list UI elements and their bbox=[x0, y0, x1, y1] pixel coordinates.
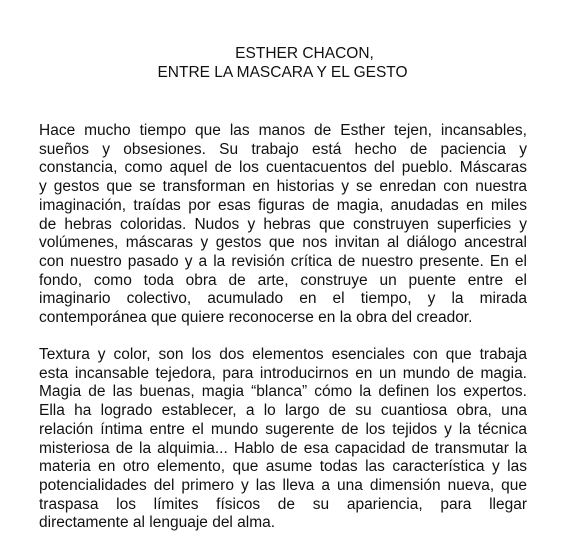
paragraph-line: Ella ha logrado establecer, a lo largo de su cuantiosa obra, una bbox=[39, 402, 527, 420]
paragraph-line: Hace mucho tiempo que las manos de Esther tejen, incansables, bbox=[39, 122, 527, 139]
paragraph-line: directamente al lenguaje del alma. bbox=[39, 514, 276, 532]
paragraph-line: traspasa los límites físicos de su apariencia, para llegar bbox=[39, 495, 527, 513]
paragraph-line: materia en otro elemento, que asume todas las característica y las bbox=[39, 458, 527, 476]
paragraph-line: imaginario colectivo, acumulado en el tiempo, y la mirada bbox=[39, 290, 527, 308]
paragraph-line: contemporánea que quiere reconocerse en la obra del creador. bbox=[39, 309, 473, 327]
paragraph-line: constancia, como aquel de los cuentacuentos del pueblo. Máscaras bbox=[39, 159, 527, 177]
paragraph-line: y gestos que se transforman en historias y se enredan con nuestra bbox=[39, 178, 527, 196]
paragraph-line: potencialidades del primero y las lleva a una dimensión nueva, que bbox=[39, 476, 527, 494]
document-title bbox=[0, 44, 565, 82]
paragraph-line: con nuestro pasado y a la revisión crítica de nuestro presente. En el bbox=[39, 252, 527, 270]
paragraph-line: sueños y obsesiones. Su trabajo está hecho de paciencia y bbox=[39, 140, 527, 158]
paragraph-line: relación íntima entre el mundo sugerente de los tejidos y la técnica bbox=[39, 420, 527, 438]
paragraph-line: Textura y color, son los dos elementos esenciales con que trabaja bbox=[39, 346, 527, 363]
paragraph-1 bbox=[39, 122, 527, 328]
paragraph-line: imaginación, traídas por esas figuras de magia, anudadas en miles bbox=[39, 196, 527, 214]
paragraph-line: Magia de las buenas, magia “blanca” cómo la definen los expertos. bbox=[39, 383, 527, 401]
paragraph-2 bbox=[39, 346, 527, 533]
title-line-1: ESTHER CHACON, bbox=[235, 45, 374, 62]
title-line-2: ENTRE LA MASCARA Y EL GESTO bbox=[157, 64, 408, 81]
paragraph-line: esta incansable tejedora, para introducirnos en un mundo de magia. bbox=[39, 364, 527, 382]
paragraph-line: volúmenes, máscaras y gestos que nos invitan al diálogo ancestral bbox=[39, 234, 527, 252]
paragraph-line: misteriosa de la alquimia... Hablo de esa capacidad de transmutar la bbox=[39, 439, 527, 457]
paragraph-line: fondo, como toda obra de arte, construye un puente entre el bbox=[39, 271, 527, 289]
paragraph-line: de hebras coloridas. Nudos y hebras que construyen superficies y bbox=[39, 215, 527, 233]
